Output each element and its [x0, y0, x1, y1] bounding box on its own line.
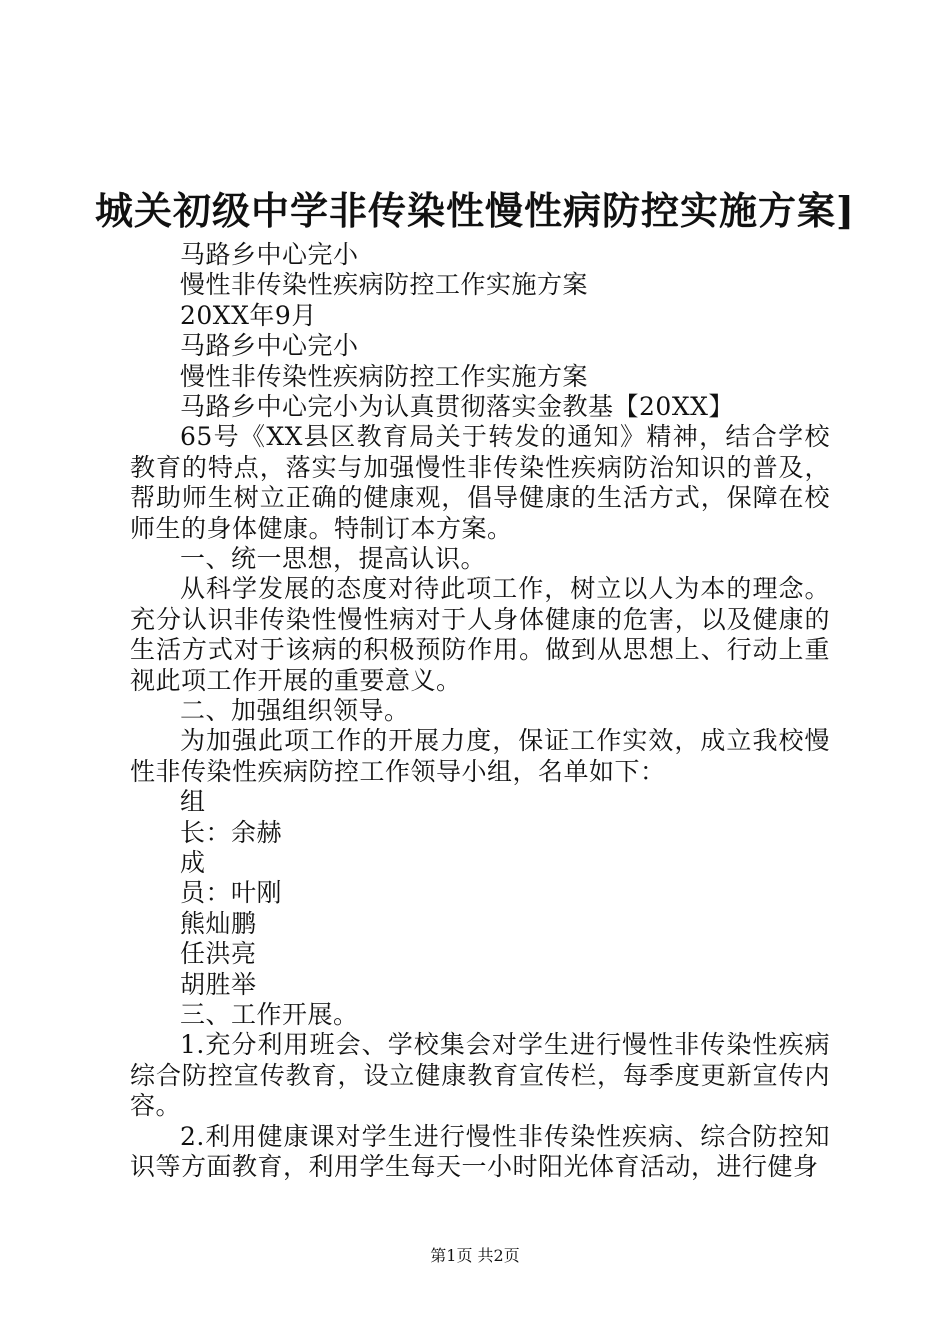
header-line: 马路乡中心完小 [180, 331, 359, 361]
member-line: 长：余赫 [180, 817, 283, 847]
document-body [130, 240, 830, 1182]
intro-paragraph: 65号《XX县区教育局关于转发的通知》精神，结合学校教育的特点，落实与加强慢性非传染性疾病防治知识的普及，帮助师生树立正确的健康观，倡导健康的生活方式，保障在校师生的身体健康。特制订本方案。 [130, 422, 830, 543]
section-paragraph: 从科学发展的态度对待此项工作，树立以人为本的理念。充分认识非传染性慢性病对于人身体健康的危害，以及健康的生活方式对于该病的积极预防作用。做到从思想上、行动上重视此项工作开展的重要意义。 [130, 574, 830, 695]
section-heading: 三、工作开展。 [180, 999, 359, 1029]
member-line: 组 [180, 787, 206, 817]
document-title: 城关初级中学非传染性慢性病防控实施方案] [95, 188, 855, 233]
section-heading: 一、统一思想，提高认识。 [180, 543, 487, 573]
list-item: 1.充分利用班会、学校集会对学生进行慢性非传染性疾病综合防控宣传教育，设立健康教育宣传栏，每季度更新宣传内容。 [130, 1030, 830, 1121]
header-line: 慢性非传染性疾病防控工作实施方案 [180, 270, 589, 300]
header-line: 马路乡中心完小 [180, 240, 359, 269]
member-line: 胡胜举 [180, 969, 257, 999]
list-item: 2.利用健康课对学生进行慢性非传染性疾病、综合防控知识等方面教育，利用学生每天一小时阳光体育活动，进行健身 [130, 1121, 830, 1181]
member-line: 任洪亮 [180, 939, 257, 969]
header-line: 马路乡中心完小为认真贯彻落实金教基【20XX】 [180, 391, 734, 421]
header-line: 慢性非传染性疾病防控工作实施方案 [180, 361, 589, 391]
page-footer: 第1页 共2页 [430, 1246, 520, 1265]
member-line: 员：叶刚 [180, 878, 283, 908]
member-line: 成 [180, 847, 206, 877]
header-line: 20XX年9月 [180, 300, 317, 330]
section-heading: 二、加强组织领导。 [180, 695, 410, 725]
section-paragraph: 为加强此项工作的开展力度，保证工作实效，成立我校慢性非传染性疾病防控工作领导小组，名单如下： [130, 726, 830, 786]
member-line: 熊灿鹏 [180, 908, 257, 938]
